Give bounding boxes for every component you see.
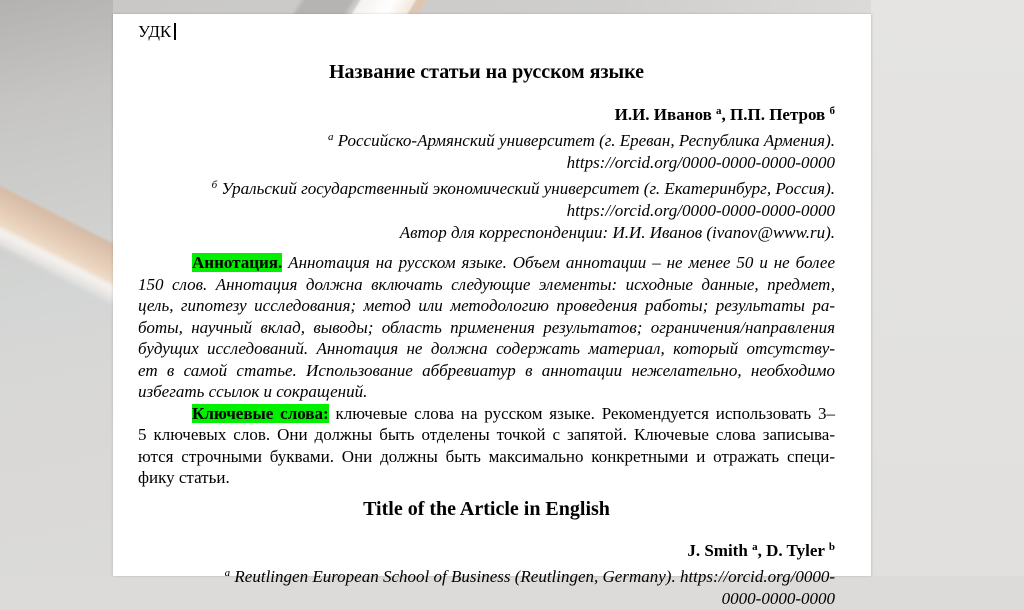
annotation-line-7: избегать ссылок и сокращений. — [138, 382, 368, 401]
article-title-english[interactable]: Title of the Article in English — [363, 497, 610, 520]
affiliation-english-line-2[interactable]: 0000-0000-0000 — [721, 588, 835, 608]
text-cursor — [174, 23, 176, 40]
article-title-russian[interactable]: Название статьи на русском языке — [328, 61, 645, 83]
annotation-line-3: цель, гипотезу исследования; метод или методологию проведения работы; результаты ра- — [138, 296, 835, 315]
author-1-affiliation-mark: а — [716, 105, 722, 117]
keywords-text: ключевые слова на русском языке. Рекомендуется использовать 3– — [328, 403, 835, 423]
affiliation-b-mark: б — [211, 179, 218, 191]
affiliation-english-line-1[interactable] — [138, 562, 835, 588]
annotation-line-4: боты, научный вклад, выводы; область применения результатов; ограничения/направления — [138, 317, 835, 337]
correspondence-line[interactable]: Автор для корреспонденции: И.И. Иванов (ivanov@www.ru). — [399, 223, 835, 242]
author-1-name-en: J. Smith — [687, 540, 753, 560]
annotation-line-1 — [138, 252, 835, 274]
affiliation-a-text: Российско-Армянский университет (г. Ереван, Республика Армения). — [333, 131, 835, 150]
document-page[interactable] — [113, 14, 871, 608]
annotation-line-5: будущих исследований. Аннотация не должна содержать материал, который отсутству- — [138, 339, 835, 358]
affiliation-b-russian[interactable] — [138, 174, 835, 200]
authors-line-russian[interactable] — [138, 100, 835, 126]
authors-separator: , — [721, 105, 730, 124]
backdrop-left-area — [0, 0, 113, 576]
author-1-name: И.И. Иванов — [614, 105, 716, 124]
keywords-paragraph[interactable] — [138, 403, 835, 489]
backdrop-right-area — [871, 0, 1024, 576]
author-2-name-en: D. Tyler — [766, 540, 829, 560]
orcid-link-a[interactable]: https://orcid.org/0000-0000-0000-0000 — [566, 153, 835, 172]
annotation-label-highlighted: Аннотация. — [192, 253, 283, 272]
annotation-line-6: ет в самой статье. Использование аббревиатур в аннотации нежелательно, необходимо — [138, 360, 835, 380]
author-2-name: П.П. Петров — [730, 105, 830, 124]
keywords-line-3: ются строчными буквами. Они должны быть максимально конкретными и отражать специ- — [138, 446, 835, 466]
author-2-affiliation-mark-en: b — [828, 540, 835, 553]
document-content — [138, 14, 835, 610]
annotation-paragraph[interactable] — [138, 252, 835, 403]
keywords-line-2: 5 ключевых слов. Они должны быть отделены точкой с запятой. Ключевые слова записыва- — [138, 425, 835, 444]
author-2-affiliation-mark: б — [829, 105, 835, 117]
annotation-line-2: 150 слов. Аннотация должна включать следующие элементы: исходные данные, предмет, — [138, 274, 835, 294]
affiliation-en-mark: a — [224, 566, 231, 579]
udc-code-line[interactable] — [138, 21, 835, 43]
backdrop-dark-streak — [291, 0, 357, 14]
affiliation-a-russian[interactable] — [138, 126, 835, 152]
author-1-affiliation-mark-en: a — [752, 540, 758, 553]
affiliation-en-text: Reutlingen European School of Business (Reutlingen, Germany). https://orcid.org/0000- — [230, 566, 835, 586]
authors-separator-en: , — [757, 540, 767, 560]
affiliation-b-text: Уральский государственный экономический университет (г. Екатеринбург, Россия). — [217, 179, 835, 198]
keywords-line-4: фику статьи. — [138, 468, 230, 487]
affiliation-a-mark: а — [327, 131, 334, 143]
orcid-link-b[interactable]: https://orcid.org/0000-0000-0000-0000 — [566, 201, 835, 220]
keywords-label-highlighted: Ключевые слова: — [192, 403, 329, 423]
annotation-text: Аннотация на русском языке. Объем аннотации – не менее 50 и не более — [282, 253, 835, 272]
authors-line-english[interactable] — [138, 536, 835, 562]
udc-label: УДК — [138, 22, 172, 41]
keywords-line-1 — [138, 403, 835, 425]
